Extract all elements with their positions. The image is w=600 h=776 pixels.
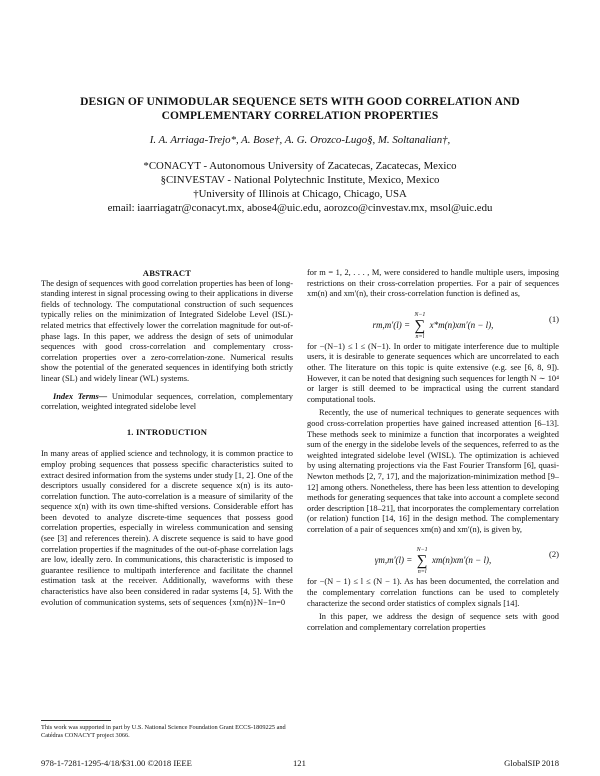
paragraph-second-order: for −(N − 1) ≤ l ≤ (N − 1). As has been documented, the correlation and the complementary correlation functions can be used to completely characterize the second order statistics of complex signals [14]. [307,577,559,608]
author-list: I. A. Arriaga-Trejo*, A. Bose†, A. G. Orozco-Lugo§, M. Soltanalian†, [149,134,451,146]
footer-venue: GlobalSIP 2018 [504,758,559,768]
right-column [307,268,559,633]
eq1-rhs: x*m(n)xm′(n − l), [427,319,494,330]
introduction-heading: 1. INTRODUCTION [126,426,208,437]
paragraph-numerical-techniques: Recently, the use of numerical techniques to generate sequences with good cross-correlation properties have gained increased attention [6–13]. These methods seek to minimize a function that incorporates a weighted sum of the energy in the sidelobe levels of the sequences, referred to as the weighted integrated sidelobe level (WISL). The optimization is achieved by using alternating projections via the Fast Fourier Transform [6], quasi-Newton methods [2, 7, 17], and the majorization-minimization method [9–12] among others. Nonetheless, there has been less attention to developing methods for generating sequences that take into account a complete second order description [18–21], that incorporates the complementary correlation (or relation) function [14, 16] in the design method. The complementary correlation of a pair of sequences xm(n) and xm′(n), is given by, [307,408,559,534]
paragraph-cross-correlation: for m = 1, 2, . . . , M, were considered to handle multiple users, imposing restrictions on their cross-correlation properties. For a pair of sequences xm(n) and xm′(n), their cross-correlation function is defined as, [307,268,559,299]
footer-isbn: 978-1-7281-1295-4/18/$31.00 ©2018 IEEE [41,758,192,768]
eq2-rhs: xm(n)xm′(n − l), [429,555,492,566]
footnote-text: This work was supported in part by U.S. National Science Foundation Grant ECCS-1809225 and Catédras CONACYT project 3066. [41,724,286,739]
eq2-number: (2) [548,549,559,560]
paragraph-this-paper: In this paper, we address the design of sequence sets with good correlation and complementary correlation properties [307,612,559,632]
footnote-rule [41,720,111,721]
footer-page-number: 121 [293,758,306,768]
introduction-paragraph: In many areas of applied science and technology, it is common practice to employ probing sequences that possess specific characteristics suited to extract desired information from the systems under study [1, 2]. One of the descriptors usually considered for a discrete sequence x(n) is its auto-correlation function. The auto-correlation is a measure of similarity of the sequence x(n) with its own time-shifted versions. Considerable effort has been devoted to analyze discrete-time sequences that possess good correlation properties, especially in wireless communication and sensing (see [3] and references therein). A discrete sequence is said to have good correlation properties if the magnitudes of the out-of-phase correlation lags are low, ideally zero. In communications, this characteristic is imposed to guarantee resilience to multipath interference and facilitate the channel estimation task at the receiver. Additionally, waveforms with these characteristics have also been considered in radar systems [4, 5]. With the evolution of communication systems, sets of sequences {xm(n)}N−1n=0 [41,449,293,607]
left-column [41,268,293,608]
abstract-text: The design of sequences with good correlation properties has been of long-standing interest in signal processing owing to their applications in diverse fields of technology. The computational construction of such sequences typically relies on the minimization of Integrated Sidelobe Level (ISL)-related metrics that effectively lower the correlation magnitude for out-of-phase lags. In this paper, we address the design of sets of unimodular sequences with good cross-correlation and complementary cross-correlation properties over a zero-correlation-zone. Numerical results show the potential of the generated sequences in identifying both strictly linear (SL) and widely linear (WL) systems. [41,278,293,383]
index-terms-label: Index Terms— [53,391,108,401]
sum-symbol: N−1 ∑ n=l [416,547,428,576]
equation-2 [307,539,559,576]
author-emails: email: iaarriagatr@conacyt.mx, abose4@uic.edu, aorozco@cinvestav.mx, msol@uic.edu [107,202,493,214]
eq2-lhs: γm,m′(l) = [374,555,415,566]
paragraph-interference: for −(N−1) ≤ l ≤ (N−1). In order to mitigate interference due to multiple users, it is desirable to generate sequences which are uncorrelated to each other. The literature on this topic is quite extensive (e.g. see [6, 8, 9]). However, it can be noted that designing such sequences for length N ∼ 10⁴ or larger is still deemed to be impractical using the current standard computational tools. [307,341,559,404]
eq1-number: (1) [548,313,559,324]
equation-1 [307,304,559,338]
index-terms-text: Unimodular sequences, correlation, complementary correlation, weighted integrated sidelobe level [41,391,293,412]
sum-symbol: N−1 ∑ n=l [414,311,426,340]
affiliation-cinvestav: §CINVESTAV - National Polytechnic Institute, Mexico, Mexico [160,174,440,186]
affiliation-uic: †University of Illinois at Chicago, Chicago, USA [193,188,407,200]
index-terms [41,392,293,413]
eq1-lhs: rm,m′(l) = [372,319,413,330]
paper-title: DESIGN OF UNIMODULAR SEQUENCE SETS WITH GOOD CORRELATION AND COMPLEMENTARY CORRELATION PROPERTIES [80,96,520,122]
funding-footnote [41,720,293,740]
abstract-heading: ABSTRACT [142,268,192,278]
affiliation-conacyt: *CONACYT - Autonomous University of Zacatecas, Zacatecas, Mexico [143,160,457,172]
